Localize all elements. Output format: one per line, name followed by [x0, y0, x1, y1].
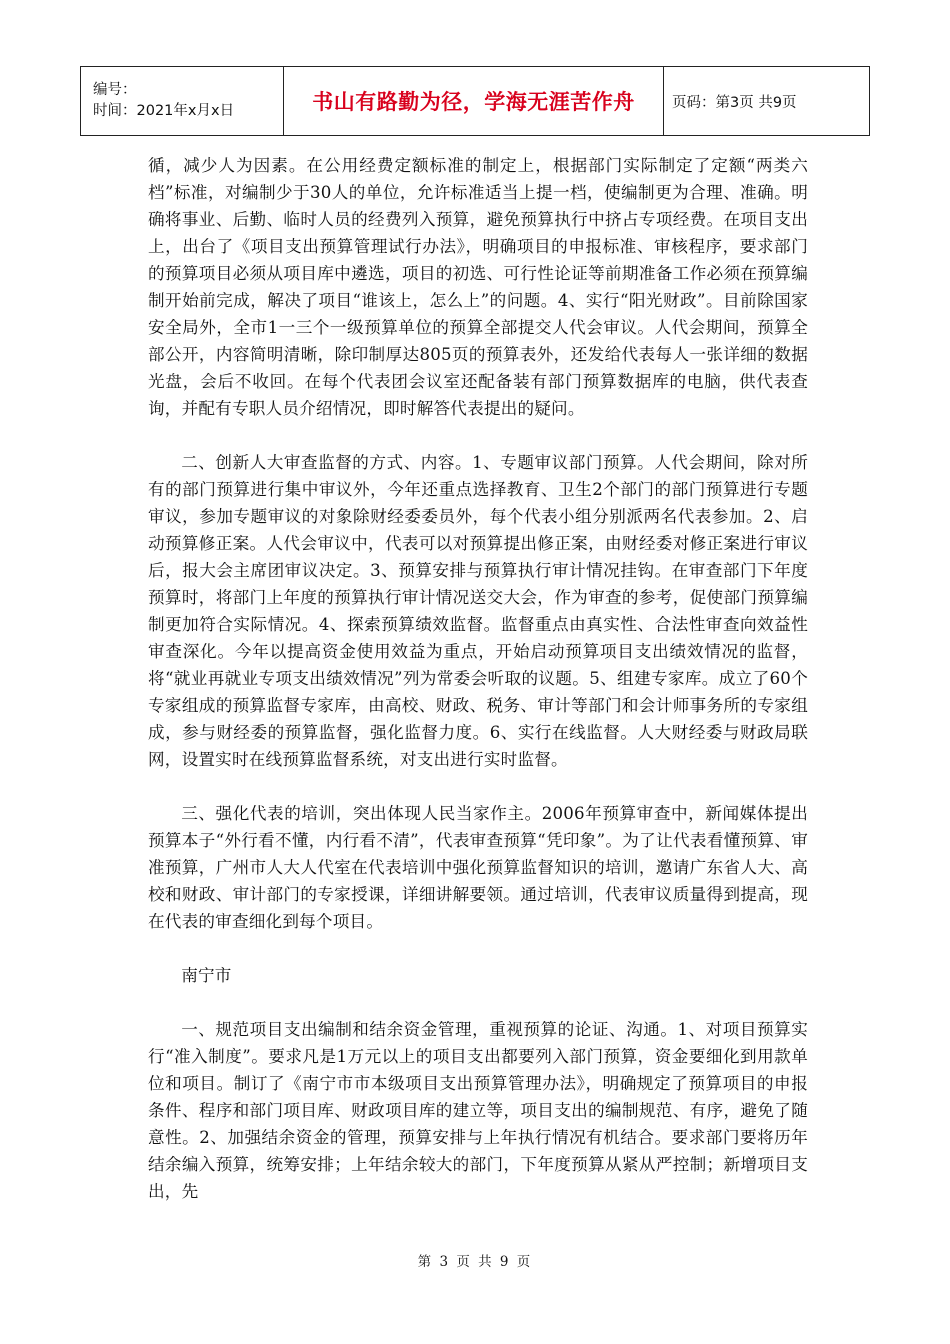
- footer-page-number: 第 3 页 共 9 页: [417, 1254, 533, 1270]
- header-meta: [81, 67, 284, 135]
- header-page-info: [664, 67, 869, 135]
- motto-text: 书山有路勤为径，学海无涯苦作舟: [312, 90, 635, 114]
- document-body: [148, 152, 808, 1232]
- paragraph-2: 二、创新人大审查监督的方式、内容。1、专题审议部门预算。人代会期间，除对所有的部门预算进行集中审议外，今年还重点选择教育、卫生2个部门的部门预算进行专题审议，参加专题审议的对象除财经委委员外，每个代表小组分别派两名代表参加。2、启动预算修正案。人代会审议中，代表可以对预算提出修正案，由财经委对修正案进行审议后，报大会主席团审议决定。3、预算安排与预算执行审计情况挂钩。在审查部门下年度预算时，将部门上年度的预算执行审计情况送交大会，作为审查的参考，促使部门预算编制更加符合实际情况。4、探索预算绩效监督。监督重点由真实性、合法性审查向效益性审查深化。今年以提高资金使用效益为重点，开始启动预算项目支出绩效情况的监督，将“就业再就业专项支出绩效情况”列为常委会听取的议题。5、组建专家库。成立了60个专家组成的预算监督专家库，由高校、财政、税务、审计等部门和会计师事务所的专家组成，参与财经委的预算监督，强化监督力度。6、实行在线监督。人大财经委与财政局联网，设置实时在线预算监督系统，对支出进行实时监督。: [148, 453, 808, 769]
- paragraph-5: 一、规范项目支出编制和结余资金管理，重视预算的论证、沟通。1、对项目预算实行“准入制度”。要求凡是1万元以上的项目支出都要列入部门预算，资金要细化到用款单位和项目。制订了《南宁市市本级项目支出预算管理办法》，明确规定了预算项目的申报条件、程序和部门项目库、财政项目库的建立等，项目支出的编制规范、有序，避免了随意性。2、加强结余资金的管理，预算安排与上年执行情况有机结合。要求部门要将历年结余编入预算，统筹安排；上年结余较大的部门，下年度预算从紧从严控制；新增项目支出，先: [148, 1020, 808, 1201]
- paragraph-1: 循，减少人为因素。在公用经费定额标准的制定上，根据部门实际制定了定额“两类六档”标准，对编制少于30人的单位，允许标准适当上提一档，使编制更为合理、准确。明确将事业、后勤、临时人员的经费列入预算，避免预算执行中挤占专项经费。在项目支出上，出台了《项目支出预算管理试行办法》，明确项目的申报标准、审核程序，要求部门的预算项目必须从项目库中遴选，项目的初选、可行性论证等前期准备工作必须在预算编制开始前完成，解决了项目“谁该上，怎么上”的问题。4、实行“阳光财政”。目前除国家安全局外，全市1一三个一级预算单位的预算全部提交人代会审议。人代会期间，预算全部公开，内容简明清晰，除印制厚达805页的预算表外，还发给代表每人一张详细的数据光盘，会后不收回。在每个代表团会议室还配备装有部门预算数据库的电脑，供代表查询，并配有专职人员介绍情况，即时解答代表提出的疑问。: [148, 156, 808, 418]
- doc-number-label: 编号：: [93, 82, 137, 98]
- page-info-text: 页码：第3页 共9页: [672, 94, 797, 111]
- time-label: 时间：2021年x月x日: [93, 103, 235, 119]
- paragraph-3: 三、强化代表的培训，突出体现人民当家作主。2006年预算审查中，新闻媒体提出预算本子“外行看不懂，内行看不清”，代表审查预算“凭印象”。为了让代表看懂预算、审准预算，广州市人大人代室在代表培训中强化预算监督知识的培训，邀请广东省人大、高校和财政、审计部门的专家授课，详细讲解要领。通过培训，代表审议质量得到提高，现在代表的审查细化到每个项目。: [148, 804, 808, 931]
- page-header: [80, 66, 870, 136]
- section-heading-nanning: 南宁市: [181, 966, 232, 985]
- header-motto: [284, 67, 664, 135]
- page-footer: [0, 1250, 950, 1270]
